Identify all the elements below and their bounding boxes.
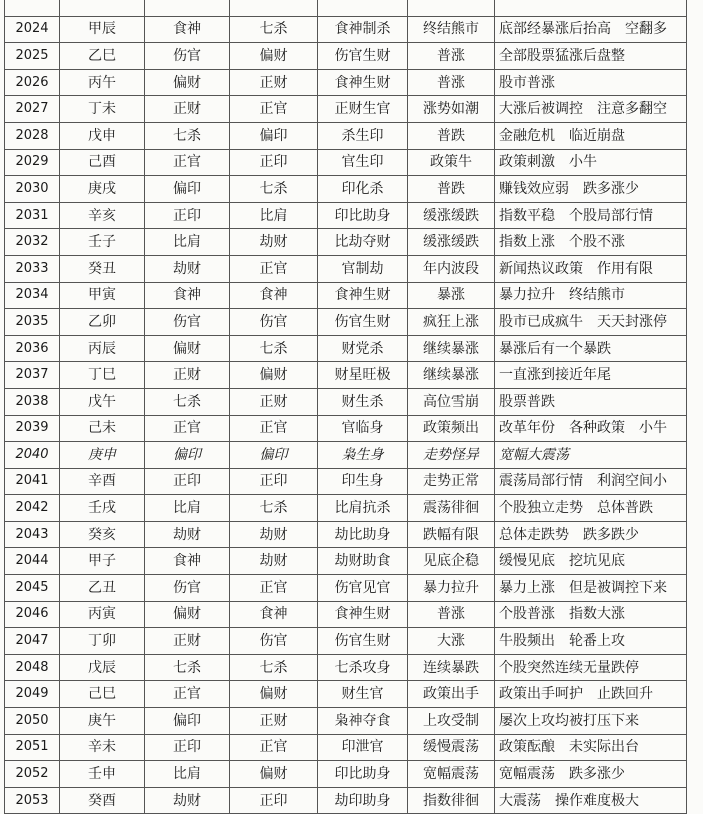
description-cell: 总体走跌势 跌多跌少 [495, 521, 687, 548]
branch-god-cell: 正财 [230, 69, 318, 96]
table-row [5, 628, 687, 655]
ganzhi-cell: 己酉 [60, 149, 145, 176]
pattern-cell: 印比助身 [318, 761, 408, 788]
stem-god-cell: 食神 [145, 548, 230, 575]
ganzhi-cell: 甲寅 [60, 282, 145, 309]
stem-god-cell: 偏财 [145, 601, 230, 628]
table-row [5, 575, 687, 602]
ganzhi-cell: 癸酉 [60, 787, 145, 814]
branch-god-cell: 偏印 [230, 122, 318, 149]
trend-cell: 暴力拉升 [408, 575, 495, 602]
table-row [5, 388, 687, 415]
pattern-cell: 伤官见官 [318, 575, 408, 602]
pattern-cell: 食神制杀 [318, 16, 408, 43]
trend-cell: 疯狂上涨 [408, 309, 495, 336]
description-cell: 改革年份 各种政策 小牛 [495, 415, 687, 442]
branch-god-cell: 正印 [230, 149, 318, 176]
trend-cell: 年内波段 [408, 255, 495, 282]
stem-god-cell: 食神 [145, 16, 230, 43]
description-cell: 暴力拉升 终结熊市 [495, 282, 687, 309]
table-row [5, 43, 687, 70]
trend-cell: 见底企稳 [408, 548, 495, 575]
description-cell: 政策出手呵护 止跌回升 [495, 681, 687, 708]
ganzhi-cell: 庚午 [60, 708, 145, 735]
description-cell: 暴力上涨 但是被调控下来 [495, 575, 687, 602]
branch-god-cell: 伤官 [230, 628, 318, 655]
table-row-cut-off [5, 0, 687, 16]
trend-cell: 上攻受制 [408, 708, 495, 735]
pattern-cell: 比肩抗杀 [318, 495, 408, 522]
branch-god-cell: 正官 [230, 96, 318, 123]
year-cell: 2025 [5, 43, 60, 70]
branch-god-cell: 正官 [230, 575, 318, 602]
description-cell: 全部股票猛涨后盘整 [495, 43, 687, 70]
year-cell: 2042 [5, 495, 60, 522]
pattern-cell: 官临身 [318, 415, 408, 442]
stem-god-cell: 伤官 [145, 575, 230, 602]
description-cell: 大涨后被调控 注意多翻空 [495, 96, 687, 123]
stem-god-cell: 劫财 [145, 787, 230, 814]
trend-cell: 政策频出 [408, 415, 495, 442]
ganzhi-cell: 庚戌 [60, 176, 145, 203]
year-cell: 2024 [5, 16, 60, 43]
year-cell: 2026 [5, 69, 60, 96]
pattern-cell: 财党杀 [318, 335, 408, 362]
pattern-cell: 官制劫 [318, 255, 408, 282]
year-cell: 2040 [5, 442, 60, 469]
trend-cell: 宽幅震荡 [408, 761, 495, 788]
year-cell: 2039 [5, 415, 60, 442]
pattern-cell: 食神生财 [318, 601, 408, 628]
pattern-cell: 正财生官 [318, 96, 408, 123]
year-cell: 2041 [5, 468, 60, 495]
pattern-cell: 财生杀 [318, 388, 408, 415]
table-row [5, 362, 687, 389]
description-cell: 个股独立走势 总体普跌 [495, 495, 687, 522]
trend-cell: 继续暴涨 [408, 362, 495, 389]
stem-god-cell: 劫财 [145, 521, 230, 548]
description-cell: 牛股频出 轮番上攻 [495, 628, 687, 655]
trend-cell: 继续暴涨 [408, 335, 495, 362]
year-cell: 2038 [5, 388, 60, 415]
year-cell: 2050 [5, 708, 60, 735]
branch-god-cell: 劫财 [230, 548, 318, 575]
branch-god-cell: 七杀 [230, 495, 318, 522]
year-cell: 2052 [5, 761, 60, 788]
table-row [5, 282, 687, 309]
description-cell: 政策酝酿 未实际出台 [495, 734, 687, 761]
year-cell: 2053 [5, 787, 60, 814]
pattern-cell: 印生身 [318, 468, 408, 495]
year-cell: 2032 [5, 229, 60, 256]
stem-god-cell: 劫财 [145, 255, 230, 282]
year-cell: 2035 [5, 309, 60, 336]
description-cell: 股市已成疯牛 天天封涨停 [495, 309, 687, 336]
ganzhi-cell: 己未 [60, 415, 145, 442]
ganzhi-cell: 己巳 [60, 681, 145, 708]
table-row [5, 761, 687, 788]
branch-god-cell: 七杀 [230, 654, 318, 681]
ganzhi-cell: 辛酉 [60, 468, 145, 495]
table-row [5, 708, 687, 735]
description-cell: 底部经暴涨后抬高 空翻多 [495, 16, 687, 43]
trend-cell: 涨势如潮 [408, 96, 495, 123]
table-row [5, 415, 687, 442]
table-row [5, 654, 687, 681]
year-cell: 2045 [5, 575, 60, 602]
branch-god-cell: 正印 [230, 468, 318, 495]
branch-god-cell: 七杀 [230, 176, 318, 203]
ganzhi-cell: 壬戌 [60, 495, 145, 522]
stem-god-cell: 正官 [145, 415, 230, 442]
stem-god-cell: 七杀 [145, 388, 230, 415]
ganzhi-cell: 甲辰 [60, 16, 145, 43]
branch-god-cell: 正印 [230, 787, 318, 814]
stem-god-cell: 正印 [145, 468, 230, 495]
stem-god-cell: 比肩 [145, 229, 230, 256]
description-cell: 一直涨到接近年尾 [495, 362, 687, 389]
trend-cell: 震荡徘徊 [408, 495, 495, 522]
year-cell: 2030 [5, 176, 60, 203]
year-cell: 2037 [5, 362, 60, 389]
stem-god-cell: 偏财 [145, 69, 230, 96]
table-row [5, 442, 687, 469]
description-cell: 赚钱效应弱 跌多涨少 [495, 176, 687, 203]
ganzhi-cell: 丙寅 [60, 601, 145, 628]
year-cell: 2047 [5, 628, 60, 655]
pattern-cell: 食神生财 [318, 282, 408, 309]
table-row [5, 149, 687, 176]
ganzhi-cell: 丁卯 [60, 628, 145, 655]
stem-god-cell: 正财 [145, 96, 230, 123]
year-cell: 2036 [5, 335, 60, 362]
pattern-cell: 劫印助身 [318, 787, 408, 814]
ganzhi-cell: 戊辰 [60, 654, 145, 681]
stem-god-cell: 比肩 [145, 761, 230, 788]
ganzhi-cell: 戊午 [60, 388, 145, 415]
stem-god-cell: 偏财 [145, 335, 230, 362]
branch-god-cell: 劫财 [230, 229, 318, 256]
trend-cell: 普涨 [408, 601, 495, 628]
trend-cell: 缓涨缓跌 [408, 229, 495, 256]
trend-cell: 跌幅有限 [408, 521, 495, 548]
trend-cell: 连续暴跌 [408, 654, 495, 681]
description-cell: 股票普跌 [495, 388, 687, 415]
description-cell: 金融危机 临近崩盘 [495, 122, 687, 149]
pattern-cell: 劫比助身 [318, 521, 408, 548]
branch-god-cell: 食神 [230, 282, 318, 309]
stem-god-cell: 正官 [145, 149, 230, 176]
branch-god-cell: 七杀 [230, 335, 318, 362]
cell [145, 0, 230, 16]
stem-god-cell: 伤官 [145, 309, 230, 336]
table-row [5, 335, 687, 362]
year-cell: 2048 [5, 654, 60, 681]
table-row [5, 255, 687, 282]
description-cell: 暴涨后有一个暴跌 [495, 335, 687, 362]
stem-god-cell: 正印 [145, 202, 230, 229]
stem-god-cell: 比肩 [145, 495, 230, 522]
branch-god-cell: 伤官 [230, 309, 318, 336]
branch-god-cell: 食神 [230, 601, 318, 628]
description-cell: 宽幅震荡 跌多涨少 [495, 761, 687, 788]
year-cell: 2031 [5, 202, 60, 229]
trend-cell: 政策牛 [408, 149, 495, 176]
year-cell: 2027 [5, 96, 60, 123]
branch-god-cell: 偏印 [230, 442, 318, 469]
table-row [5, 69, 687, 96]
branch-god-cell: 正财 [230, 708, 318, 735]
ganzhi-cell: 丙午 [60, 69, 145, 96]
year-cell: 2046 [5, 601, 60, 628]
year-cell: 2028 [5, 122, 60, 149]
pattern-cell: 伤官生财 [318, 43, 408, 70]
description-cell: 缓慢见底 挖坑见底 [495, 548, 687, 575]
table-row [5, 495, 687, 522]
trend-cell: 普涨 [408, 43, 495, 70]
trend-cell: 普跌 [408, 176, 495, 203]
year-cell: 2044 [5, 548, 60, 575]
stem-god-cell: 伤官 [145, 43, 230, 70]
branch-god-cell: 正财 [230, 388, 318, 415]
description-cell: 指数上涨 个股不涨 [495, 229, 687, 256]
ganzhi-cell: 壬申 [60, 761, 145, 788]
ganzhi-cell: 丙辰 [60, 335, 145, 362]
description-cell: 指数平稳 个股局部行情 [495, 202, 687, 229]
stem-god-cell: 七杀 [145, 654, 230, 681]
trend-cell: 指数徘徊 [408, 787, 495, 814]
trend-cell: 高位雪崩 [408, 388, 495, 415]
table-row [5, 122, 687, 149]
year-cell: 2051 [5, 734, 60, 761]
description-cell: 大震荡 操作难度极大 [495, 787, 687, 814]
pattern-cell: 印泄官 [318, 734, 408, 761]
stem-god-cell: 偏印 [145, 708, 230, 735]
description-cell: 震荡局部行情 利润空间小 [495, 468, 687, 495]
table-row [5, 681, 687, 708]
pattern-cell: 食神生财 [318, 69, 408, 96]
trend-cell: 暴涨 [408, 282, 495, 309]
table-row [5, 176, 687, 203]
ganzhi-cell: 丁巳 [60, 362, 145, 389]
ganzhi-cell: 甲子 [60, 548, 145, 575]
table-row [5, 521, 687, 548]
branch-god-cell: 偏财 [230, 761, 318, 788]
year-cell: 2049 [5, 681, 60, 708]
table-row [5, 309, 687, 336]
description-cell: 个股普涨 指数大涨 [495, 601, 687, 628]
stem-god-cell: 食神 [145, 282, 230, 309]
description-cell: 股市普涨 [495, 69, 687, 96]
branch-god-cell: 偏财 [230, 362, 318, 389]
description-cell: 宽幅大震荡 [495, 442, 687, 469]
table-row [5, 734, 687, 761]
table-row [5, 16, 687, 43]
stem-god-cell: 正官 [145, 681, 230, 708]
pattern-cell: 比劫夺财 [318, 229, 408, 256]
pattern-cell: 印比助身 [318, 202, 408, 229]
pattern-cell: 财星旺极 [318, 362, 408, 389]
description-cell: 屡次上攻均被打压下来 [495, 708, 687, 735]
ganzhi-cell: 癸亥 [60, 521, 145, 548]
description-cell: 政策刺激 小牛 [495, 149, 687, 176]
cell [318, 0, 408, 16]
year-cell: 2034 [5, 282, 60, 309]
description-cell: 新闻热议政策 作用有限 [495, 255, 687, 282]
branch-god-cell: 正官 [230, 255, 318, 282]
pattern-cell: 劫财助食 [318, 548, 408, 575]
trend-cell: 走势正常 [408, 468, 495, 495]
ganzhi-cell: 辛未 [60, 734, 145, 761]
trend-cell: 普跌 [408, 122, 495, 149]
ganzhi-cell: 乙丑 [60, 575, 145, 602]
ganzhi-cell: 丁未 [60, 96, 145, 123]
table-row [5, 468, 687, 495]
ganzhi-cell: 癸丑 [60, 255, 145, 282]
description-cell: 个股突然连续无量跌停 [495, 654, 687, 681]
fortune-table [4, 0, 687, 814]
cell [495, 0, 687, 16]
table-body [5, 0, 687, 814]
ganzhi-cell: 庚申 [60, 442, 145, 469]
stem-god-cell: 正财 [145, 362, 230, 389]
table-row [5, 787, 687, 814]
trend-cell: 终结熊市 [408, 16, 495, 43]
branch-god-cell: 偏财 [230, 681, 318, 708]
trend-cell: 缓慢震荡 [408, 734, 495, 761]
pattern-cell: 七杀攻身 [318, 654, 408, 681]
pattern-cell: 伤官生财 [318, 628, 408, 655]
stem-god-cell: 七杀 [145, 122, 230, 149]
branch-god-cell: 七杀 [230, 16, 318, 43]
pattern-cell: 财生官 [318, 681, 408, 708]
ganzhi-cell: 壬子 [60, 229, 145, 256]
year-cell: 2033 [5, 255, 60, 282]
pattern-cell: 枭神夺食 [318, 708, 408, 735]
branch-god-cell: 偏财 [230, 43, 318, 70]
branch-god-cell: 正官 [230, 415, 318, 442]
stem-god-cell: 偏印 [145, 176, 230, 203]
cell [408, 0, 495, 16]
trend-cell: 大涨 [408, 628, 495, 655]
ganzhi-cell: 乙巳 [60, 43, 145, 70]
table-row [5, 548, 687, 575]
table-row [5, 96, 687, 123]
ganzhi-cell: 戊申 [60, 122, 145, 149]
ganzhi-cell: 辛亥 [60, 202, 145, 229]
cell [230, 0, 318, 16]
trend-cell: 普涨 [408, 69, 495, 96]
year-cell: 2029 [5, 149, 60, 176]
cell [60, 0, 145, 16]
ganzhi-cell: 乙卯 [60, 309, 145, 336]
stem-god-cell: 正财 [145, 628, 230, 655]
pattern-cell: 杀生印 [318, 122, 408, 149]
table-row [5, 202, 687, 229]
table-row [5, 601, 687, 628]
branch-god-cell: 比肩 [230, 202, 318, 229]
stem-god-cell: 正印 [145, 734, 230, 761]
pattern-cell: 印化杀 [318, 176, 408, 203]
trend-cell: 走势怪异 [408, 442, 495, 469]
pattern-cell: 官生印 [318, 149, 408, 176]
stem-god-cell: 偏印 [145, 442, 230, 469]
branch-god-cell: 劫财 [230, 521, 318, 548]
trend-cell: 政策出手 [408, 681, 495, 708]
year-cell: 2043 [5, 521, 60, 548]
pattern-cell: 伤官生财 [318, 309, 408, 336]
trend-cell: 缓涨缓跌 [408, 202, 495, 229]
branch-god-cell: 正官 [230, 734, 318, 761]
cell [5, 0, 60, 16]
pattern-cell: 枭生身 [318, 442, 408, 469]
table-row [5, 229, 687, 256]
